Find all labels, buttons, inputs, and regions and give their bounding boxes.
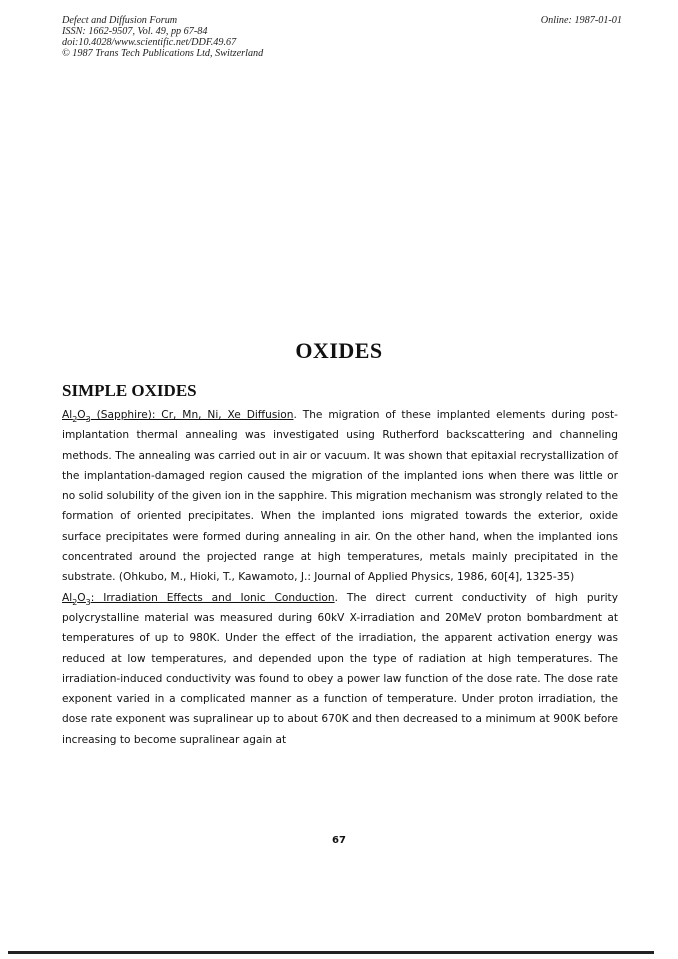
copyright-line: © 1987 Trans Tech Publications Ltd, Switzerland bbox=[62, 48, 264, 59]
entry-text: . The migration of these implanted elements during post-implantation thermal annealing was investigated using Rutherford backscattering and channeling methods. The annealing was carried out in air or vacuum. It was shown that epitaxial recrystallization of the implantation-damaged region caused the migration of the implanted ions when there was little or no solid solubility of the given ion in the sapphire. This migration mechanism was strongly related to the formation of oriented precipitates. When the implanted ions migrated towards the exterior, oxide surface precipitates were formed during annealing in air. On the other hand, when the implanted ions concentrated around the projected range at high temperatures, metals mainly precipitated in the substrate. (Ohkubo, M., Hioki, T., Kawamoto, J.: Journal of Applied Physics, 1986, 60[4], 1325-35) bbox=[62, 409, 618, 584]
doi-line: doi:10.4028/www.scientific.net/DDF.49.67 bbox=[62, 37, 237, 48]
chemical-formula: $Al_2O_3$ bbox=[62, 591, 91, 607]
footer-rule bbox=[8, 951, 654, 954]
chemical-formula: $Al_2O_3$ bbox=[62, 409, 91, 425]
entry-sapphire-diffusion bbox=[62, 405, 618, 588]
chapter-title: OXIDES bbox=[295, 338, 383, 363]
issn-line: ISSN: 1662-9507, Vol. 49, pp 67-84 bbox=[62, 26, 208, 37]
page-number: 67 bbox=[332, 835, 346, 846]
entry-topic-label: (Sapphire): Cr, Mn, Ni, Xe Diffusion bbox=[90, 409, 294, 421]
entry-topic bbox=[62, 409, 294, 425]
page-header bbox=[62, 15, 622, 59]
journal-name: Defect and Diffusion Forum bbox=[62, 15, 178, 26]
entry-topic bbox=[62, 591, 335, 607]
entry-text: . The direct current conductivity of high purity polycrystalline material was measured during 60kV X-irradiation and 20MeV proton bombardment at temperatures of up to 980K. Under the effect of the irradiation, the apparent activation energy was reduced at low temperatures, and depended upon the type of radiation at high temperatures. The irradiation-induced conductivity was found to obey a power law function of the dose rate. The dose rate exponent varied in a complicated manner as a function of temperature. Under proton irradiation, the dose rate exponent was supralinear up to about 670K and then decreased to a minimum at 900K before increasing to become supralinear again at bbox=[62, 591, 618, 746]
section-heading: SIMPLE OXIDES bbox=[62, 381, 197, 400]
online-date: Online: 1987-01-01 bbox=[540, 15, 622, 26]
article-body bbox=[62, 405, 618, 750]
entry-topic-label: : Irradiation Effects and Ionic Conduction bbox=[90, 591, 335, 604]
entry-irradiation-effects bbox=[62, 588, 618, 750]
